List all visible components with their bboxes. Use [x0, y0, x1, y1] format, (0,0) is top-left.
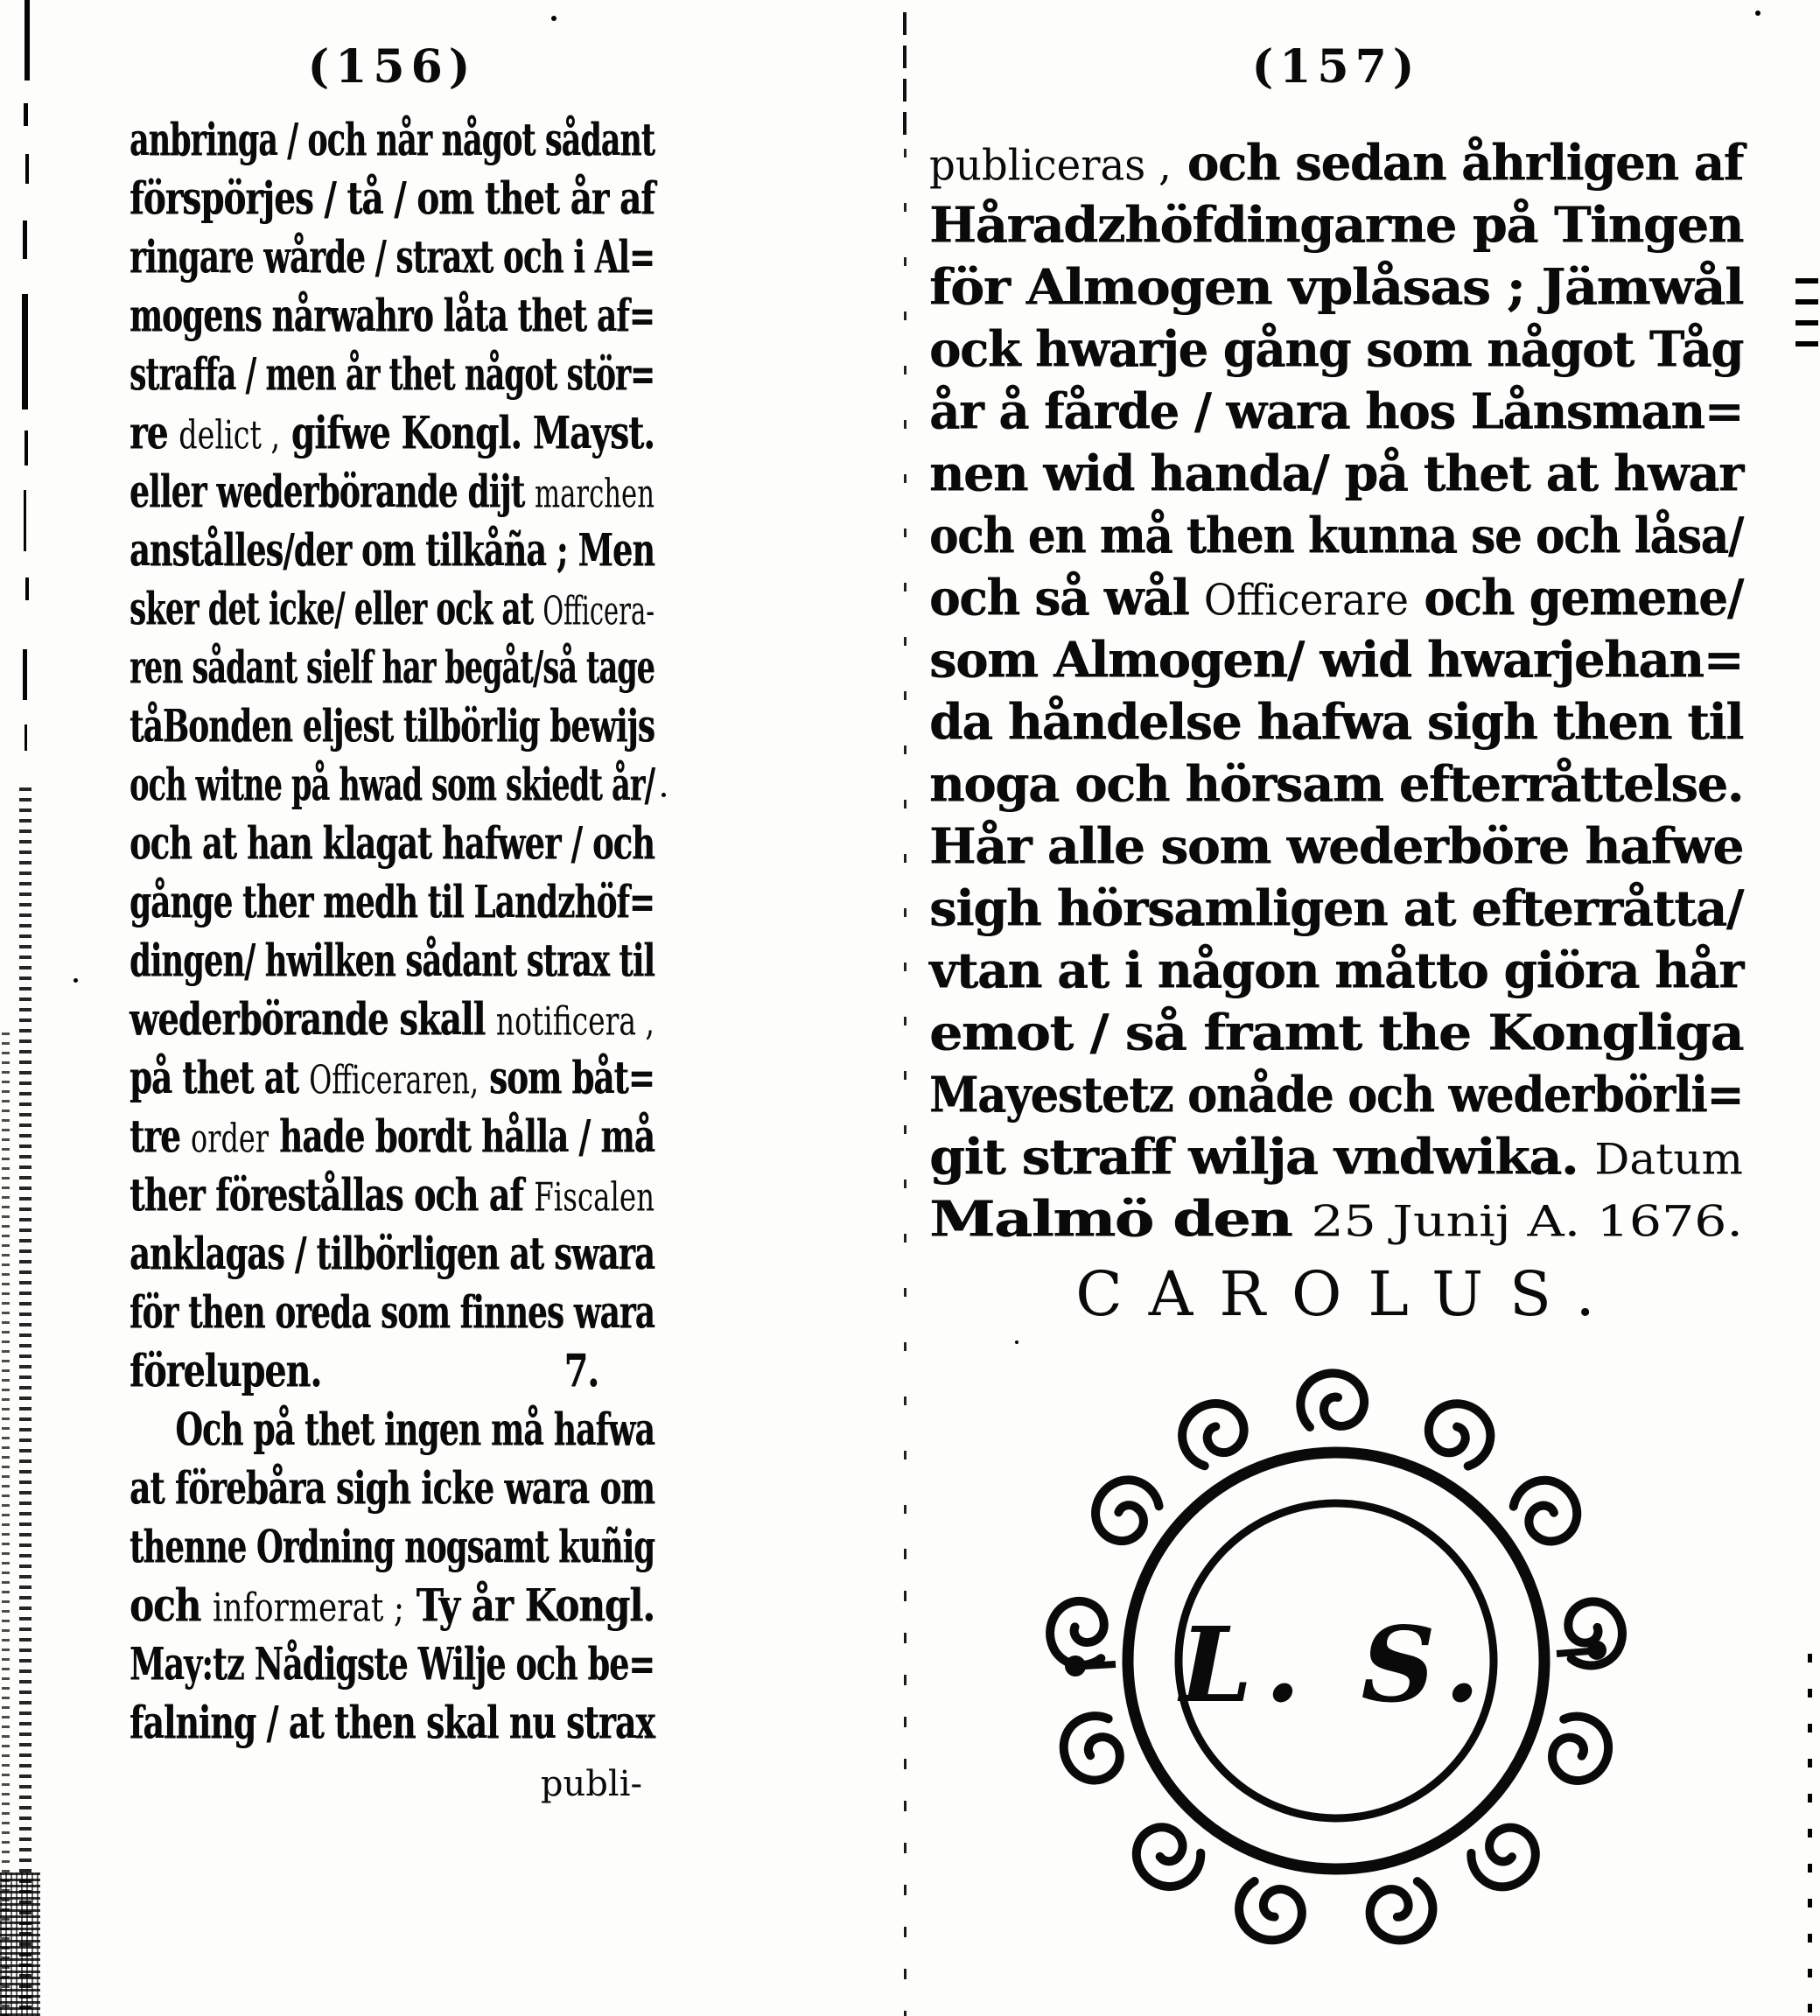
blackletter-text-segment: och gemene/ [1408, 569, 1743, 627]
blackletter-text-segment: ock hwarje gång som något Tåg [929, 320, 1743, 379]
binding-artifact [24, 490, 26, 551]
ink-speck [1015, 1340, 1018, 1344]
blackletter-text-segment: sker det icke/ eller ock at [130, 582, 543, 636]
blackletter-text-segment: förspörjes / tå / om thet år af [130, 172, 654, 226]
right-edge-artifact [1808, 1654, 1812, 2016]
text-line [130, 112, 654, 171]
text-line [929, 1065, 1743, 1127]
ink-speck [74, 978, 78, 983]
text-line [130, 1109, 654, 1167]
text-line [130, 405, 654, 464]
text-line [130, 1695, 654, 1754]
blackletter-text-segment: ringare wårde / straxt och i Al= [130, 231, 654, 284]
text-line [130, 991, 654, 1050]
roman-text-segment: notificera , [495, 998, 654, 1045]
text-line [929, 692, 1743, 754]
text-line [929, 444, 1743, 506]
blackletter-text-segment: dingen/ hwilken sådant strax til [130, 934, 654, 988]
binding-noise [0, 1872, 40, 2016]
binding-artifact [24, 103, 28, 126]
blackletter-text-segment: noga och hörsam efterråttelse. [929, 755, 1743, 814]
blackletter-text-segment: May:tz Nådigste Wilje och be= [130, 1638, 654, 1691]
roman-text-segment: publiceras , [929, 140, 1172, 191]
text-line [130, 1636, 654, 1695]
text-line [130, 171, 654, 229]
binding-artifact [23, 649, 27, 700]
blackletter-text-segment: år å fårde / wara hos Lånsman= [929, 382, 1743, 441]
text-line [929, 506, 1743, 568]
roman-text-segment: Officeraren, [309, 1057, 480, 1103]
text-line [130, 1226, 654, 1284]
blackletter-text-segment: Håradzhöfdingarne på Tingen [929, 196, 1743, 255]
blackletter-text-segment: at förebåra sigh icke wara om [130, 1462, 654, 1516]
blackletter-text-segment: sigh hörsamligen at efterråtta/ [929, 879, 1743, 938]
blackletter-text-segment: falning / at then skal nu strax [130, 1697, 654, 1750]
blackletter-text-segment: gånge ther medh til Landzhöf= [130, 876, 654, 929]
page-divider-line [904, 1549, 906, 2016]
text-line [130, 757, 654, 816]
text-line [929, 754, 1743, 816]
catchword: publi- [540, 1764, 642, 1804]
text-line [130, 1284, 654, 1343]
blackletter-text-segment: wederbörande skall [130, 992, 496, 1046]
binding-artifact [24, 724, 27, 751]
text-line [130, 1402, 654, 1460]
blackletter-text-segment: 7. [564, 1345, 598, 1398]
roman-text-segment: Officerare [1203, 575, 1409, 626]
blackletter-text-segment: och witne på hwad som skiedt år/ [130, 759, 654, 812]
text-line [130, 933, 654, 991]
text-column-left [130, 112, 654, 1754]
page-157 [929, 37, 1743, 1967]
blackletter-text-segment: Ty år Kongl. [403, 1578, 654, 1633]
blackletter-text-segment: Malmö den [929, 1190, 1312, 1249]
ink-speck [551, 16, 556, 21]
blackletter-text-segment: Mayestetz onåde och wederbörli= [929, 1066, 1743, 1124]
blackletter-text-segment: mogens nårwahro låta thet af= [130, 290, 654, 343]
blackletter-text-segment: re [130, 406, 179, 460]
blackletter-text-segment: och sedan åhrligen af [1171, 134, 1743, 192]
blackletter-text-segment: straffa / men år thet något stör= [130, 348, 654, 402]
seal-monogram: L. S. [1180, 1604, 1493, 1726]
page-divider-line [903, 12, 906, 135]
blackletter-text-segment: anklagas / tilbörligen at swara [130, 1228, 654, 1281]
ink-speck [1755, 10, 1760, 16]
blackletter-text-segment: vtan at i någon måtto giöra hår [929, 942, 1743, 1000]
text-line [130, 816, 654, 874]
binding-noise [19, 788, 32, 2016]
binding-artifact [25, 578, 29, 600]
blackletter-text-segment: ren sådant sielf har begåt/så tage [130, 641, 654, 695]
text-line [130, 229, 654, 288]
page-divider-line [904, 149, 906, 1514]
blackletter-text-segment: och [130, 1578, 213, 1633]
blackletter-text-segment: tåBonden eljest tilbörlig bewijs [130, 700, 654, 753]
blackletter-text-segment: thenne Ordning nogsamt kuñig [130, 1521, 654, 1574]
blackletter-text-segment: för then oreda som finnes wara [130, 1286, 654, 1340]
text-line [929, 382, 1743, 444]
binding-artifact [25, 154, 29, 184]
roman-text-segment: 25 Junij A. 1676. [1311, 1196, 1743, 1247]
binding-artifact [22, 294, 28, 410]
roman-text-segment: Datum [1594, 1134, 1743, 1185]
blackletter-text-segment: som båt= [479, 1051, 654, 1105]
page-number-left: (156) [307, 40, 477, 94]
roman-text-segment: marchen [535, 471, 654, 517]
blackletter-text-segment: på thet at [130, 1051, 310, 1105]
binding-artifact [23, 220, 27, 259]
blackletter-text-segment: nen wid handa/ på thet at hwar [929, 444, 1743, 503]
text-line [929, 816, 1743, 878]
text-line [130, 1050, 654, 1109]
blackletter-text-segment: tre [130, 1110, 192, 1164]
page-number-right: (157) [1251, 40, 1421, 94]
page-156 [130, 37, 654, 1804]
blackletter-text-segment: da håndelse hafwa sigh then til [929, 693, 1743, 752]
text-line [130, 1519, 654, 1578]
text-column-right [929, 133, 1743, 1251]
blackletter-text-segment: och en må then kunna se och låsa/ [929, 507, 1743, 565]
blackletter-text-segment: och at han klagat hafwer / och [130, 817, 654, 871]
blackletter-text-segment: git straff wilja vndwika. [929, 1128, 1595, 1186]
blackletter-text-segment: Hår alle som wederböre hafwe [929, 817, 1743, 876]
text-line [130, 522, 654, 581]
royal-signature: CAROLUS. [1075, 1258, 1621, 1330]
text-line [130, 288, 654, 346]
roman-text-segment: Officera- [542, 588, 654, 634]
royal-seal [1030, 1354, 1642, 1967]
text-line [929, 1189, 1743, 1251]
text-line [929, 133, 1743, 195]
binding-artifact [24, 430, 28, 466]
text-line [130, 640, 654, 698]
text-line [130, 1578, 654, 1636]
blackletter-text-segment: och så wål [929, 569, 1204, 627]
ink-speck [662, 793, 666, 797]
blackletter-text-segment: hade bordt hålla / må [268, 1110, 654, 1164]
text-line [929, 630, 1743, 692]
roman-text-segment: Fiscalen [534, 1174, 654, 1221]
text-line [929, 257, 1743, 319]
roman-text-segment: informerat ; [212, 1585, 404, 1631]
blackletter-text-segment: Och på thet ingen må hafwa [175, 1404, 655, 1457]
text-line [130, 1460, 654, 1519]
right-edge-artifact [1796, 278, 1818, 354]
blackletter-text-segment: gifwe Kongl. Mayst. [280, 406, 654, 460]
binding-artifact [24, 0, 30, 80]
text-line [929, 1127, 1743, 1189]
text-line [929, 568, 1743, 630]
blackletter-text-segment: som Almogen/ wid hwarjehan= [929, 631, 1743, 690]
text-line [130, 346, 654, 405]
blackletter-text-segment: förelupen. [130, 1345, 322, 1398]
text-line [130, 1167, 654, 1226]
binding-noise [2, 1032, 10, 2016]
blackletter-text-segment: eller wederbörande dijt [130, 465, 536, 519]
blackletter-text-segment: anbringa / och når något sådant [130, 114, 654, 167]
roman-text-segment: delict , [178, 412, 281, 458]
text-line [929, 195, 1743, 257]
blackletter-text-segment: anstålles/der om tilkåña ; Men [130, 524, 654, 578]
text-line [130, 464, 654, 522]
text-line [929, 319, 1743, 382]
text-line [130, 874, 654, 933]
text-line [929, 878, 1743, 941]
roman-text-segment: order [191, 1116, 269, 1162]
text-line [929, 1003, 1743, 1065]
blackletter-text-segment: för Almogen vplåsas ; Jämwål [929, 258, 1743, 317]
text-line [130, 698, 654, 757]
text-line [130, 581, 654, 640]
text-line [929, 941, 1743, 1003]
blackletter-text-segment: ther förestållas och af [130, 1168, 535, 1222]
blackletter-text-segment: emot / så framt the Kongliga [929, 1004, 1743, 1062]
text-line [130, 1343, 654, 1402]
